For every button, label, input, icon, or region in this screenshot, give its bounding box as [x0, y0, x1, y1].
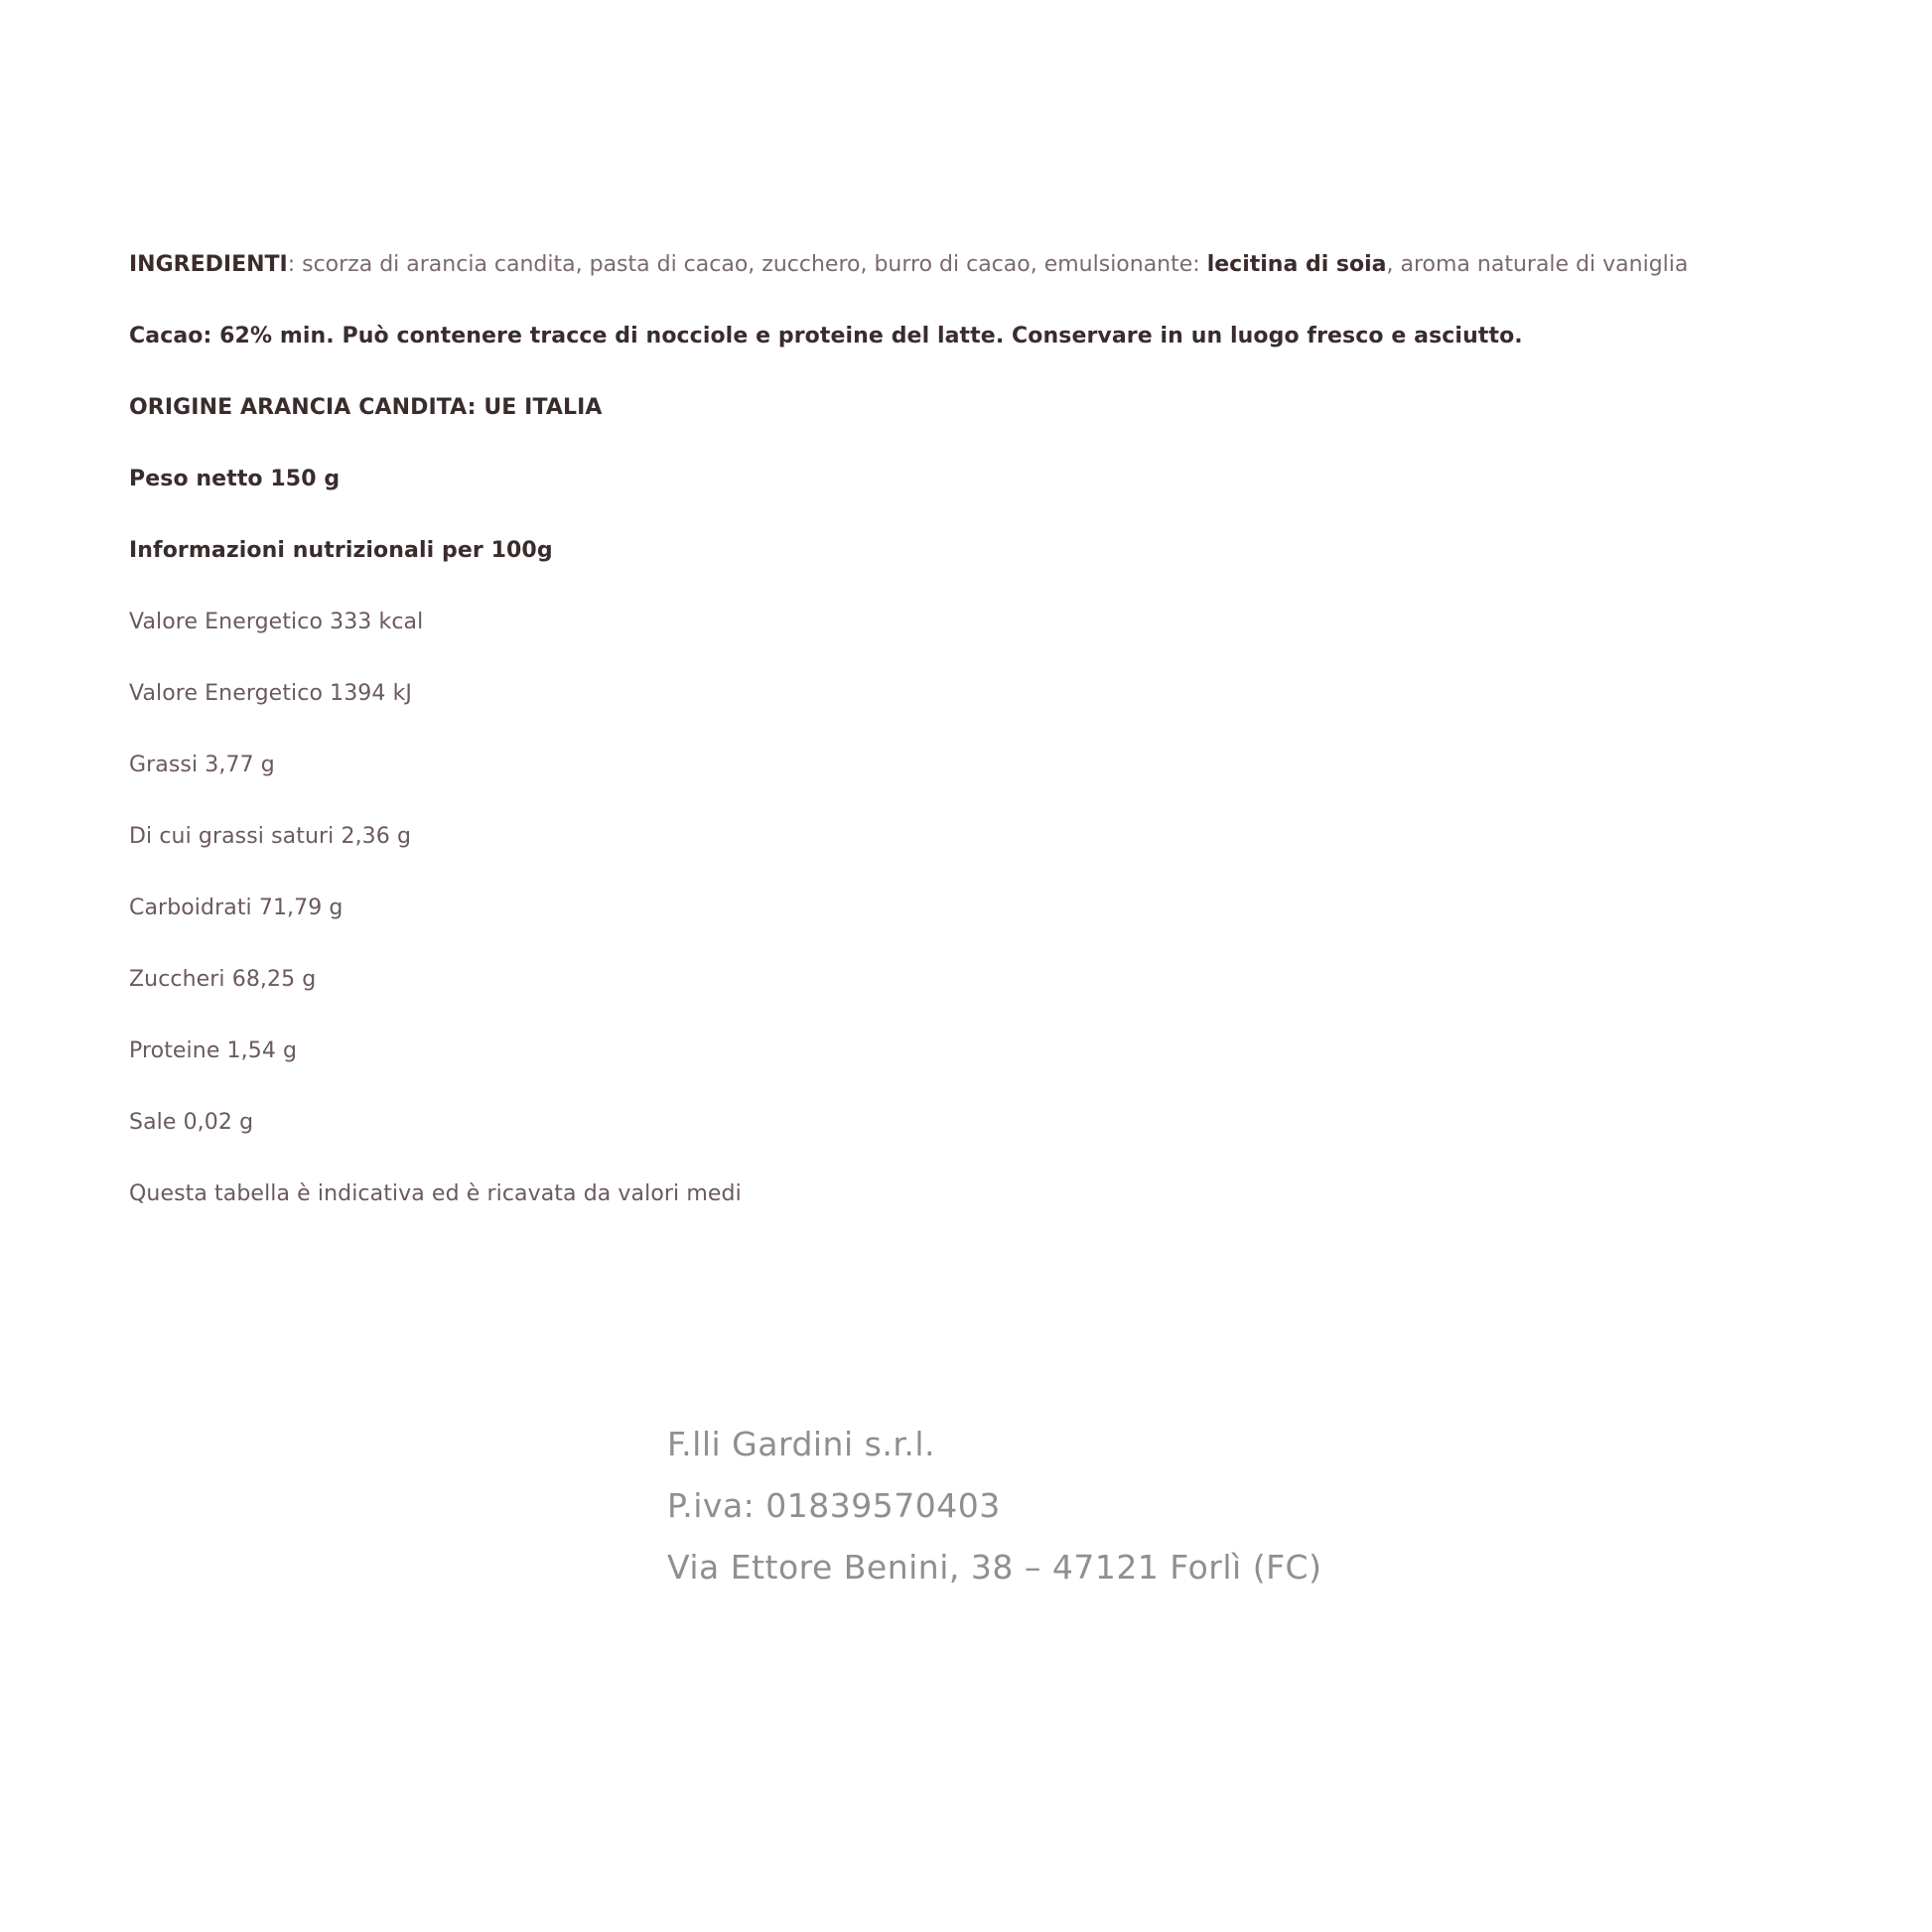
origin-line: ORIGINE ARANCIA CANDITA: UE ITALIA — [129, 395, 603, 420]
nutrition-disclaimer: Questa tabella è indicativa ed è ricavata da valori medi — [129, 1181, 742, 1206]
nutrition-heading: Informazioni nutrizionali per 100g — [129, 538, 553, 563]
nutrition-row: Sale 0,02 g — [129, 1110, 254, 1135]
allergen-text: lecitina di soia — [1206, 252, 1387, 277]
ingredients-text-end: , aroma naturale di vaniglia — [1386, 252, 1689, 277]
company-footer — [667, 1414, 1321, 1598]
product-info — [129, 250, 1896, 1251]
nutrition-row: Grassi 3,77 g — [129, 753, 275, 777]
nutrition-row: Carboidrati 71,79 g — [129, 896, 344, 920]
ingredients-label: INGREDIENTI — [129, 252, 288, 277]
cocoa-note: Cacao: 62% min. Può contenere tracce di nocciole e proteine del latte. Conservare in un luogo fresco e asciutto. — [129, 324, 1523, 348]
nutrition-row: Proteine 1,54 g — [129, 1038, 298, 1063]
ingredients-text: : scorza di arancia candita, pasta di cacao, zucchero, burro di cacao, emulsionante: — [287, 252, 1207, 277]
nutrition-row: Di cui grassi saturi 2,36 g — [129, 824, 412, 849]
nutrition-row: Valore Energetico 333 kcal — [129, 610, 424, 634]
net-weight: Peso netto 150 g — [129, 467, 341, 491]
company-address: Via Ettore Benini, 38 – 47121 Forlì (FC) — [667, 1548, 1322, 1587]
nutrition-row: Valore Energetico 1394 kJ — [129, 681, 413, 706]
company-name: F.lli Gardini s.r.l. — [667, 1425, 936, 1463]
ingredients-line — [129, 250, 1896, 280]
nutrition-row: Zuccheri 68,25 g — [129, 967, 317, 992]
vat-number: P.iva: 01839570403 — [667, 1486, 1001, 1525]
